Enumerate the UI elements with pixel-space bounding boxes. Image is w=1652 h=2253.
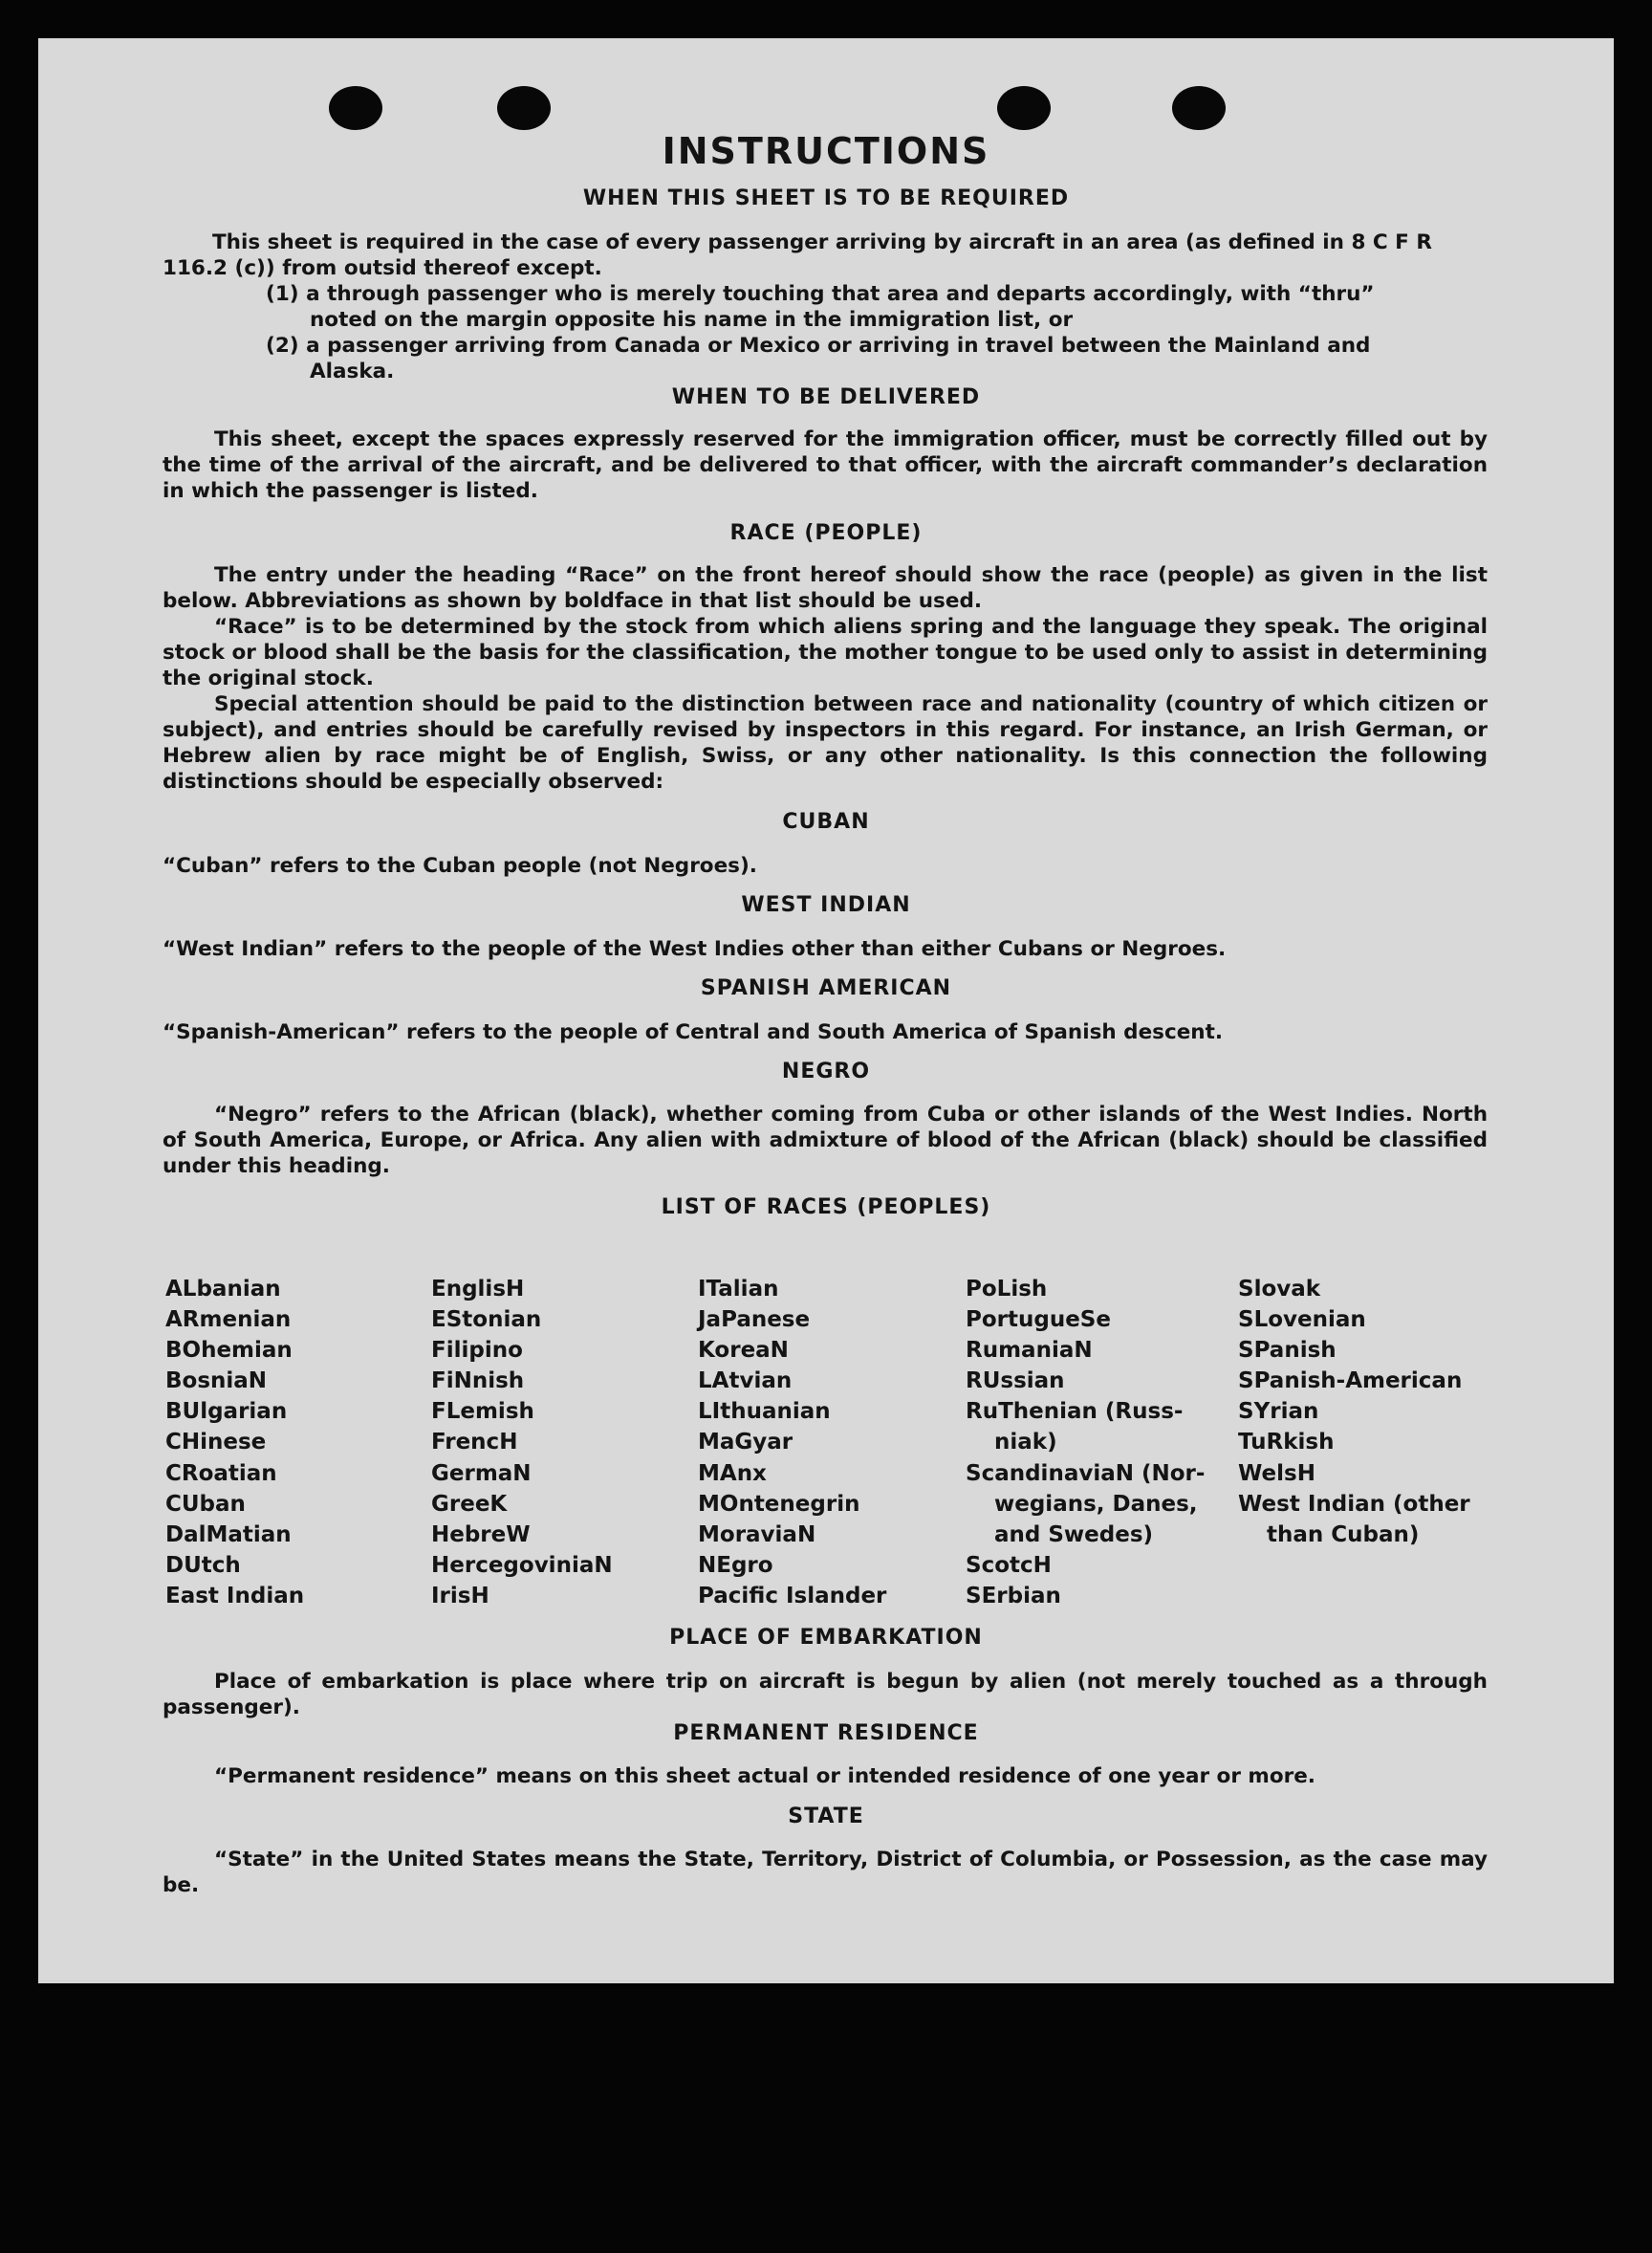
races-column-1 (165, 1274, 433, 1611)
race-item: East Indian (165, 1583, 305, 1608)
heading-place-of-embarkation: PLACE OF EMBARKATION (669, 1626, 983, 1650)
race-item: RuThenian (Russ- (966, 1399, 1184, 1425)
heading-when-delivered: WHEN TO BE DELIVERED (671, 385, 981, 409)
exception-item-1-cont: noted on the margin opposite his name in the immigration list, or (310, 308, 1074, 332)
race-item: Pacific Islander (698, 1583, 887, 1608)
race-item: MaGyar (698, 1430, 793, 1455)
state-text: “State” in the United States means the State, Territory, District of Columbia, or Possession, as the case may be. (163, 1848, 1488, 1897)
race-item: CHinese (165, 1430, 267, 1455)
west-indian-text: “West Indian” refers to the people of the West Indies other than either Cubans or Negroes. (163, 937, 1227, 961)
race-item: Filipino (431, 1338, 523, 1364)
race-item: CUban (165, 1491, 246, 1517)
required-intro-line1: This sheet is required in the case of every passenger arriving by aircraft in an area (as defined in 8 C F R (212, 230, 1432, 254)
races-column-3 (698, 1274, 966, 1611)
spanish-american-text: “Spanish-American” refers to the people of Central and South America of Spanish descent. (163, 1020, 1224, 1044)
race-paragraph-3: Special attention should be paid to the distinction between race and nationality (country of which citizen or subject), and entries should be carefully revised by inspectors in this regard. For instance, an Irish German, or Hebrew alien by race might be of English, Swiss, or any other nationality. Is this connection the following distinctions should be especially observed: (163, 692, 1488, 794)
required-intro-line2: 116.2 (c)) from outsid thereof except. (163, 256, 602, 280)
race-item: FiNnish (431, 1368, 525, 1394)
negro-text: “Negro” refers to the African (black), whether coming from Cuba or other islands of the West Indies. North of South America, Europe, or Africa. Any alien with admixture of blood of the African (black) should be classified under this heading. (163, 1103, 1488, 1178)
race-item: West Indian (other (1238, 1491, 1470, 1517)
race-item: CRoatian (165, 1460, 277, 1486)
heading-negro: NEGRO (781, 1060, 871, 1083)
race-item: BOhemian (165, 1338, 293, 1364)
residence-text: “Permanent residence” means on this sheet actual or intended residence of one year or more. (214, 1764, 1315, 1788)
races-column-5 (1238, 1274, 1506, 1550)
race-item-continuation: than Cuban) (1267, 1521, 1420, 1547)
race-item: KoreaN (698, 1338, 789, 1364)
races-list (165, 1274, 1523, 1610)
punch-hole (997, 86, 1051, 130)
race-item: NEgro (698, 1552, 773, 1578)
race-item: WelsH (1238, 1460, 1315, 1486)
race-item: BosniaN (165, 1368, 268, 1394)
race-item: HebreW (431, 1521, 531, 1547)
race-item: MOntenegrin (698, 1491, 860, 1517)
race-item: SYrian (1238, 1399, 1319, 1425)
race-item: BUlgarian (165, 1399, 288, 1425)
race-item: JaPanese (698, 1307, 811, 1333)
heading-west-indian: WEST INDIAN (741, 893, 911, 917)
race-item: SPanish-American (1238, 1368, 1463, 1394)
race-item-continuation: wegians, Danes, (994, 1491, 1198, 1517)
exception-item-1: (1) a through passenger who is merely touching that area and departs accordingly, with “thru” (266, 282, 1375, 306)
race-item: FLemish (431, 1399, 534, 1425)
race-item: RUssian (966, 1368, 1065, 1394)
cuban-text: “Cuban” refers to the Cuban people (not Negroes). (163, 854, 757, 878)
race-item: GermaN (431, 1460, 532, 1486)
punch-hole (329, 86, 382, 130)
heading-state: STATE (788, 1805, 864, 1828)
race-item: Slovak (1238, 1277, 1321, 1301)
heading-cuban: CUBAN (782, 810, 870, 834)
race-paragraph-1: The entry under the heading “Race” on the front hereof should show the race (people) as given in the list below. Abbreviations as shown by boldface in that list should be used. (163, 563, 1488, 613)
punch-hole (497, 86, 551, 130)
race-item: MoraviaN (698, 1521, 816, 1547)
race-item: MAnx (698, 1460, 767, 1486)
race-item: PortugueSe (966, 1307, 1111, 1333)
race-item: ScandinaviaN (Nor- (966, 1460, 1206, 1486)
heading-permanent-residence: PERMANENT RESIDENCE (673, 1721, 979, 1745)
heading-spanish-american: SPANISH AMERICAN (700, 976, 952, 1000)
race-item: SErbian (966, 1583, 1061, 1608)
race-item: TuRkish (1238, 1430, 1335, 1455)
page-title: INSTRUCTIONS (662, 130, 990, 172)
race-item: HercegoviniaN (431, 1552, 613, 1578)
race-item-continuation: niak) (994, 1430, 1057, 1455)
race-item: ALbanian (165, 1277, 281, 1301)
race-item: GreeK (431, 1491, 508, 1517)
embarkation-text: Place of embarkation is place where trip on aircraft is begun by alien (not merely touched as a through passenger). (163, 1670, 1488, 1719)
race-item: LIthuanian (698, 1399, 831, 1425)
race-item: SLovenian (1238, 1307, 1366, 1333)
race-item: FrencH (431, 1430, 518, 1455)
race-item: ARmenian (165, 1307, 292, 1333)
document-sheet (38, 38, 1614, 1983)
race-item-continuation: and Swedes) (994, 1521, 1154, 1547)
race-item: ScotcH (966, 1552, 1052, 1578)
race-item: RumaniaN (966, 1338, 1093, 1364)
race-item: PoLish (966, 1277, 1048, 1301)
race-item: SPanish (1238, 1338, 1337, 1364)
race-item: LAtvian (698, 1368, 793, 1394)
race-item: DalMatian (165, 1521, 292, 1547)
race-item: EnglisH (431, 1277, 525, 1301)
punch-hole (1172, 86, 1226, 130)
exception-item-2: (2) a passenger arriving from Canada or Mexico or arriving in travel between the Mainland and (266, 334, 1371, 358)
heading-list-of-races: LIST OF RACES (PEOPLES) (661, 1195, 991, 1219)
race-item: EStonian (431, 1307, 542, 1333)
race-item: ITalian (698, 1277, 779, 1301)
races-column-2 (431, 1274, 699, 1611)
heading-race: RACE (PEOPLE) (729, 521, 923, 545)
races-column-4 (966, 1274, 1233, 1611)
delivered-text: This sheet, except the spaces expressly reserved for the immigration officer, must be correctly filled out by the time of the arrival of the aircraft, and be delivered to that officer, with the aircraft commander’s declaration in which the passenger is listed. (163, 427, 1488, 503)
race-item: DUtch (165, 1552, 241, 1578)
heading-when-required: WHEN THIS SHEET IS TO BE REQUIRED (582, 186, 1070, 210)
race-item: IrisH (431, 1583, 489, 1608)
exception-item-2-cont: Alaska. (310, 360, 395, 383)
race-paragraph-2: “Race” is to be determined by the stock from which aliens spring and the language they speak. The original stock or blood shall be the basis for the classification, the mother tongue to be used only to assist in determining the original stock. (163, 615, 1488, 690)
